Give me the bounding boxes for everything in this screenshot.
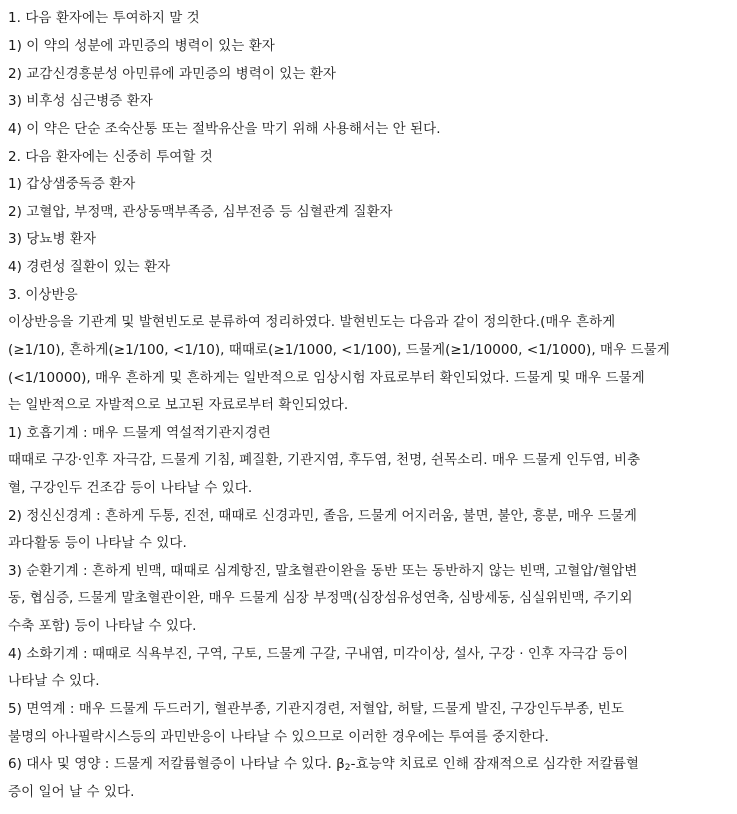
paragraph-line: 때때로 구강·인후 자극감, 드물게 기침, 폐질환, 기관지염, 후두염, 천명, 쉰목소리. 매우 드물게 인두염, 비충 — [8, 452, 641, 468]
section-2-heading: 2. 다음 환자에는 신중히 투여할 것 — [8, 149, 213, 165]
paragraph-line: 이상반응을 기관계 및 발현빈도로 분류하여 정리하였다. 발현빈도는 다음과 같이 정의한다.(매우 흔하게 — [8, 314, 616, 330]
paragraph-line: 증이 일어 날 수 있다. — [8, 784, 135, 800]
respiratory-heading: 1) 호흡기계 : 매우 드물게 역설적기관지경련 — [8, 425, 271, 441]
immune-heading: 5) 면역계 : 매우 드물게 두드러기, 혈관부종, 기관지경련, 저혈압, 허탈, 드물게 발진, 구강인두부종, 빈도 — [8, 701, 624, 717]
cardio-heading: 3) 순환기계 : 흔하게 빈맥, 때때로 심계항진, 말초혈관이완을 동반 또는 동반하지 않는 빈맥, 고혈압/혈압변 — [8, 563, 638, 579]
metabolism-text-after: -효능약 치료로 인해 잠재적으로 심각한 저칼륨혈 — [350, 756, 640, 772]
paragraph-line: (<1/10000), 매우 흔하게 및 흔하게는 일반적으로 임상시험 자료로부터 확인되었다. 드물게 및 매우 드물게 — [8, 370, 645, 386]
digestive-heading: 4) 소화기계 : 때때로 식욕부진, 구역, 구토, 드물게 구갈, 구내염, 미각이상, 설사, 구강 · 인후 자극감 등이 — [8, 646, 629, 662]
caution-item-2: 2) 고혈압, 부정맥, 관상동맥부족증, 심부전증 등 심혈관계 질환자 — [8, 204, 393, 220]
neuro-heading: 2) 정신신경계 : 흔하게 두통, 진전, 때때로 신경과민, 졸음, 드물게 어지러움, 불면, 불안, 흥분, 매우 드물게 — [8, 508, 637, 524]
paragraph-line: 불명의 아나필락시스등의 과민반응이 나타날 수 있으므로 이러한 경우에는 투여를 중지한다. — [8, 729, 549, 745]
contraindication-item-4: 4) 이 약은 단순 조숙산통 또는 절박유산을 막기 위해 사용해서는 안 된다. — [8, 121, 441, 137]
paragraph-line: 과다활동 등이 나타날 수 있다. — [8, 535, 187, 551]
section-3-heading: 3. 이상반응 — [8, 287, 78, 303]
paragraph-line: 동, 협심증, 드물게 말초혈관이완, 매우 드물게 심장 부정맥(심장섬유성연축, 심방세동, 심실위빈맥, 주기외 — [8, 590, 633, 606]
caution-item-3: 3) 당뇨병 환자 — [8, 231, 97, 247]
paragraph-line: 혈, 구강인두 건조감 등이 나타날 수 있다. — [8, 480, 253, 496]
section-1-heading: 1. 다음 환자에는 투여하지 말 것 — [8, 10, 200, 26]
paragraph-line: 수축 포함) 등이 나타날 수 있다. — [8, 618, 197, 634]
paragraph-line: 는 일반적으로 자발적으로 보고된 자료로부터 확인되었다. — [8, 397, 349, 413]
paragraph-line: 나타날 수 있다. — [8, 673, 100, 689]
beta-subscript: 2 — [344, 763, 351, 773]
contraindication-item-2: 2) 교감신경흥분성 아민류에 과민증의 병력이 있는 환자 — [8, 66, 337, 82]
contraindication-item-1: 1) 이 약의 성분에 과민증의 병력이 있는 환자 — [8, 38, 275, 54]
metabolism-text-before: 6) 대사 및 영양 : 드물게 저칼륨혈증이 나타날 수 있다. β — [8, 756, 345, 772]
paragraph-line: (≥1/10), 흔하게(≥1/100, <1/10), 때때로(≥1/1000, <1/100), 드물게(≥1/10000, <1/1000), 매우 드물게 — [8, 342, 670, 358]
metabolism-heading — [8, 754, 733, 774]
contraindication-item-3: 3) 비후성 심근병증 환자 — [8, 93, 153, 109]
caution-item-4: 4) 경련성 질환이 있는 환자 — [8, 259, 171, 275]
caution-item-1: 1) 갑상샘중독증 환자 — [8, 176, 136, 192]
